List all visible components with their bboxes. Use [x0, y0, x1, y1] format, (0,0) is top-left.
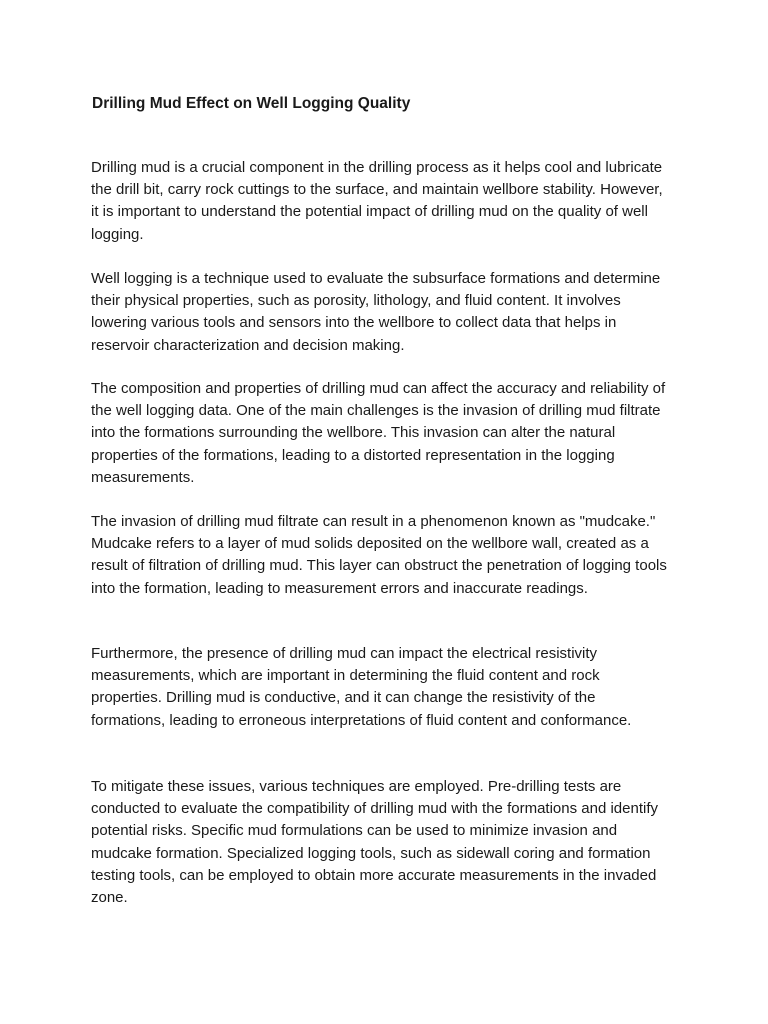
- paragraph-mitigation: To mitigate these issues, various techniques are employed. Pre-drilling tests are conducted to evaluate the compatibility of drilling mud with the formations and identify potential risks. Specific mud formulations can be used to minimize invasion and mudcake formation. Specialized logging tools, such as sidewall coring and formation testing tools, can be employed to obtain more accurate measurements in the invaded zone.: [91, 778, 658, 907]
- document-title: Drilling Mud Effect on Well Logging Quality: [92, 95, 411, 112]
- paragraph-mud-composition: The composition and properties of drilling mud can affect the accuracy and reliability of the well logging data. One of the main challenges is the invasion of drilling mud filtrate into the formations surrounding the wellbore. This invasion can alter the natural properties of the formations, leading to a distorted representation in the logging measurements.: [91, 380, 666, 486]
- paragraph-mudcake: The invasion of drilling mud filtrate can result in a phenomenon known as "mudcake." Mudcake refers to a layer of mud solids deposited on the wellbore wall, created as a result of filtration of drilling mud. This layer can obstruct the penetration of logging tools into the formation, leading to measurement errors and inaccurate readings.: [91, 513, 667, 597]
- paragraph-intro: Drilling mud is a crucial component in the drilling process as it helps cool and lubricate the drill bit, carry rock cuttings to the surface, and maintain wellbore stability. However, it is important to understand the potential impact of drilling mud on the quality of well logging.: [91, 159, 663, 243]
- paragraph-well-logging: Well logging is a technique used to evaluate the subsurface formations and determine their physical properties, such as porosity, lithology, and fluid content. It involves lowering various tools and sensors into the wellbore to collect data that helps in reservoir characterization and decision making.: [91, 270, 661, 354]
- paragraph-resistivity: Furthermore, the presence of drilling mud can impact the electrical resistivity measurements, which are important in determining the fluid content and rock properties. Drilling mud is conductive, and it can change the resistivity of the formations, leading to erroneous interpretations of fluid content and conformance.: [91, 645, 632, 729]
